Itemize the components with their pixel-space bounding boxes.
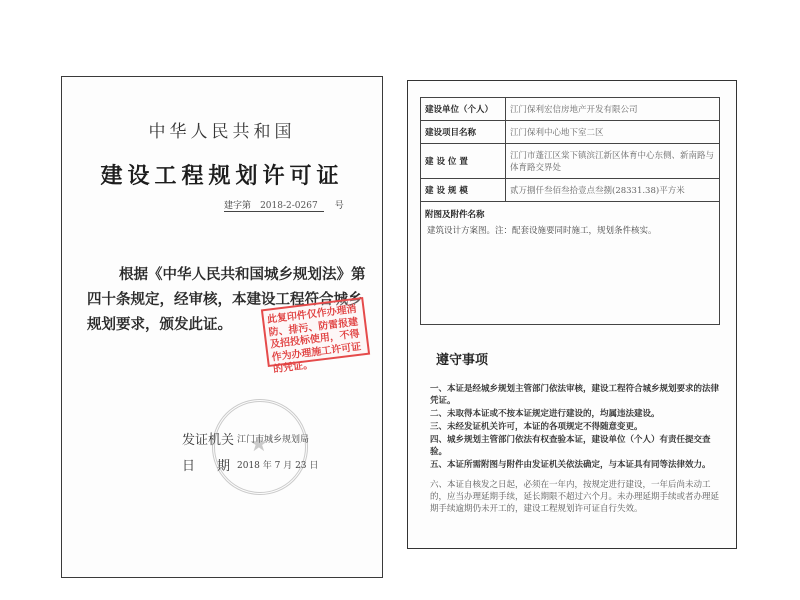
row-value: 江门市蓬江区棠下镇滨江新区体育中心东侧、新南路与体育路交界处 bbox=[506, 144, 720, 179]
date-label: 日期 bbox=[182, 459, 253, 474]
rules-list bbox=[430, 383, 720, 516]
table-row bbox=[421, 144, 720, 179]
row-label: 建 设 规 模 bbox=[421, 179, 506, 202]
issuer-value: 江门市城乡规划局 bbox=[237, 435, 310, 445]
attachments-text: 建筑设计方案图。注：配套设施要同时施工，规划条件核实。 bbox=[427, 226, 657, 236]
certificate-right-page bbox=[407, 80, 737, 549]
project-info-table bbox=[420, 97, 720, 325]
date-value: 2018 年 7 月 23 日 bbox=[237, 461, 319, 471]
list-item: 一、本证是经城乡规划主管部门依法审核，建设工程符合城乡规划要求的法律凭证。 bbox=[430, 384, 720, 406]
list-item: 五、本证所需附图与附件由发证机关依法确定，与本证具有同等法律效力。 bbox=[430, 460, 711, 470]
certificate-number-line bbox=[224, 198, 324, 212]
table-row bbox=[421, 98, 720, 121]
certificate-title: 建设工程规划许可证 bbox=[100, 164, 344, 189]
list-item: 六、本证自核发之日起，必须在一年内，按规定进行建设，一年后尚未动工的，应当办理延期手续，延长期限不超过六个月。未办理延期手续或者办理延期手续逾期仍未开工的，建设工程规划许可证自行失效。 bbox=[430, 480, 720, 514]
notice-title: 遵守事项 bbox=[436, 353, 489, 368]
table-row bbox=[421, 121, 720, 144]
cert-no-value: 2018-2-0267 bbox=[260, 201, 318, 211]
list-item: 二、未取得本证或不按本证规定进行建设的，均属违法建设。 bbox=[430, 409, 660, 419]
row-label: 建 设 位 置 bbox=[421, 144, 506, 179]
certificate-body-text: 根据《中华人民共和国城乡规划法》第四十条规定，经审核，本建设工程符合城乡规划要求，颁发此证。 bbox=[87, 267, 366, 333]
issuer-label: 发证机关 bbox=[182, 433, 235, 448]
certificate-number bbox=[224, 198, 344, 212]
attachments-title: 附图及附件名称 bbox=[425, 210, 485, 220]
cert-no-prefix: 建字第 bbox=[224, 201, 252, 211]
row-value: 贰万捌仟叁佰叁拾壹点叁捌(28331.38)平方米 bbox=[506, 179, 720, 202]
certificate-left-page bbox=[61, 76, 383, 578]
row-label: 建设单位（个人） bbox=[421, 98, 506, 121]
row-value: 江门保利宏信房地产开发有限公司 bbox=[506, 98, 720, 121]
list-item: 四、城乡规划主管部门依法有权查验本证，建设单位（个人）有责任提交查验。 bbox=[430, 435, 711, 457]
row-value: 江门保利中心地下室二区 bbox=[506, 121, 720, 144]
row-label: 建设项目名称 bbox=[421, 121, 506, 144]
attachments-row bbox=[421, 202, 720, 325]
country-name: 中华人民共和国 bbox=[148, 122, 296, 142]
red-copy-stamp: 此复印件仅作办理消防、排污、防雷报建及招投标使用，不得作为办理施工许可证的凭证。 bbox=[261, 297, 370, 367]
cert-no-suffix: 号 bbox=[334, 201, 344, 211]
table-row bbox=[421, 179, 720, 202]
attachments-cell bbox=[421, 202, 720, 325]
list-item: 三、未经发证机关许可，本证的各项规定不得随意变更。 bbox=[430, 422, 643, 432]
